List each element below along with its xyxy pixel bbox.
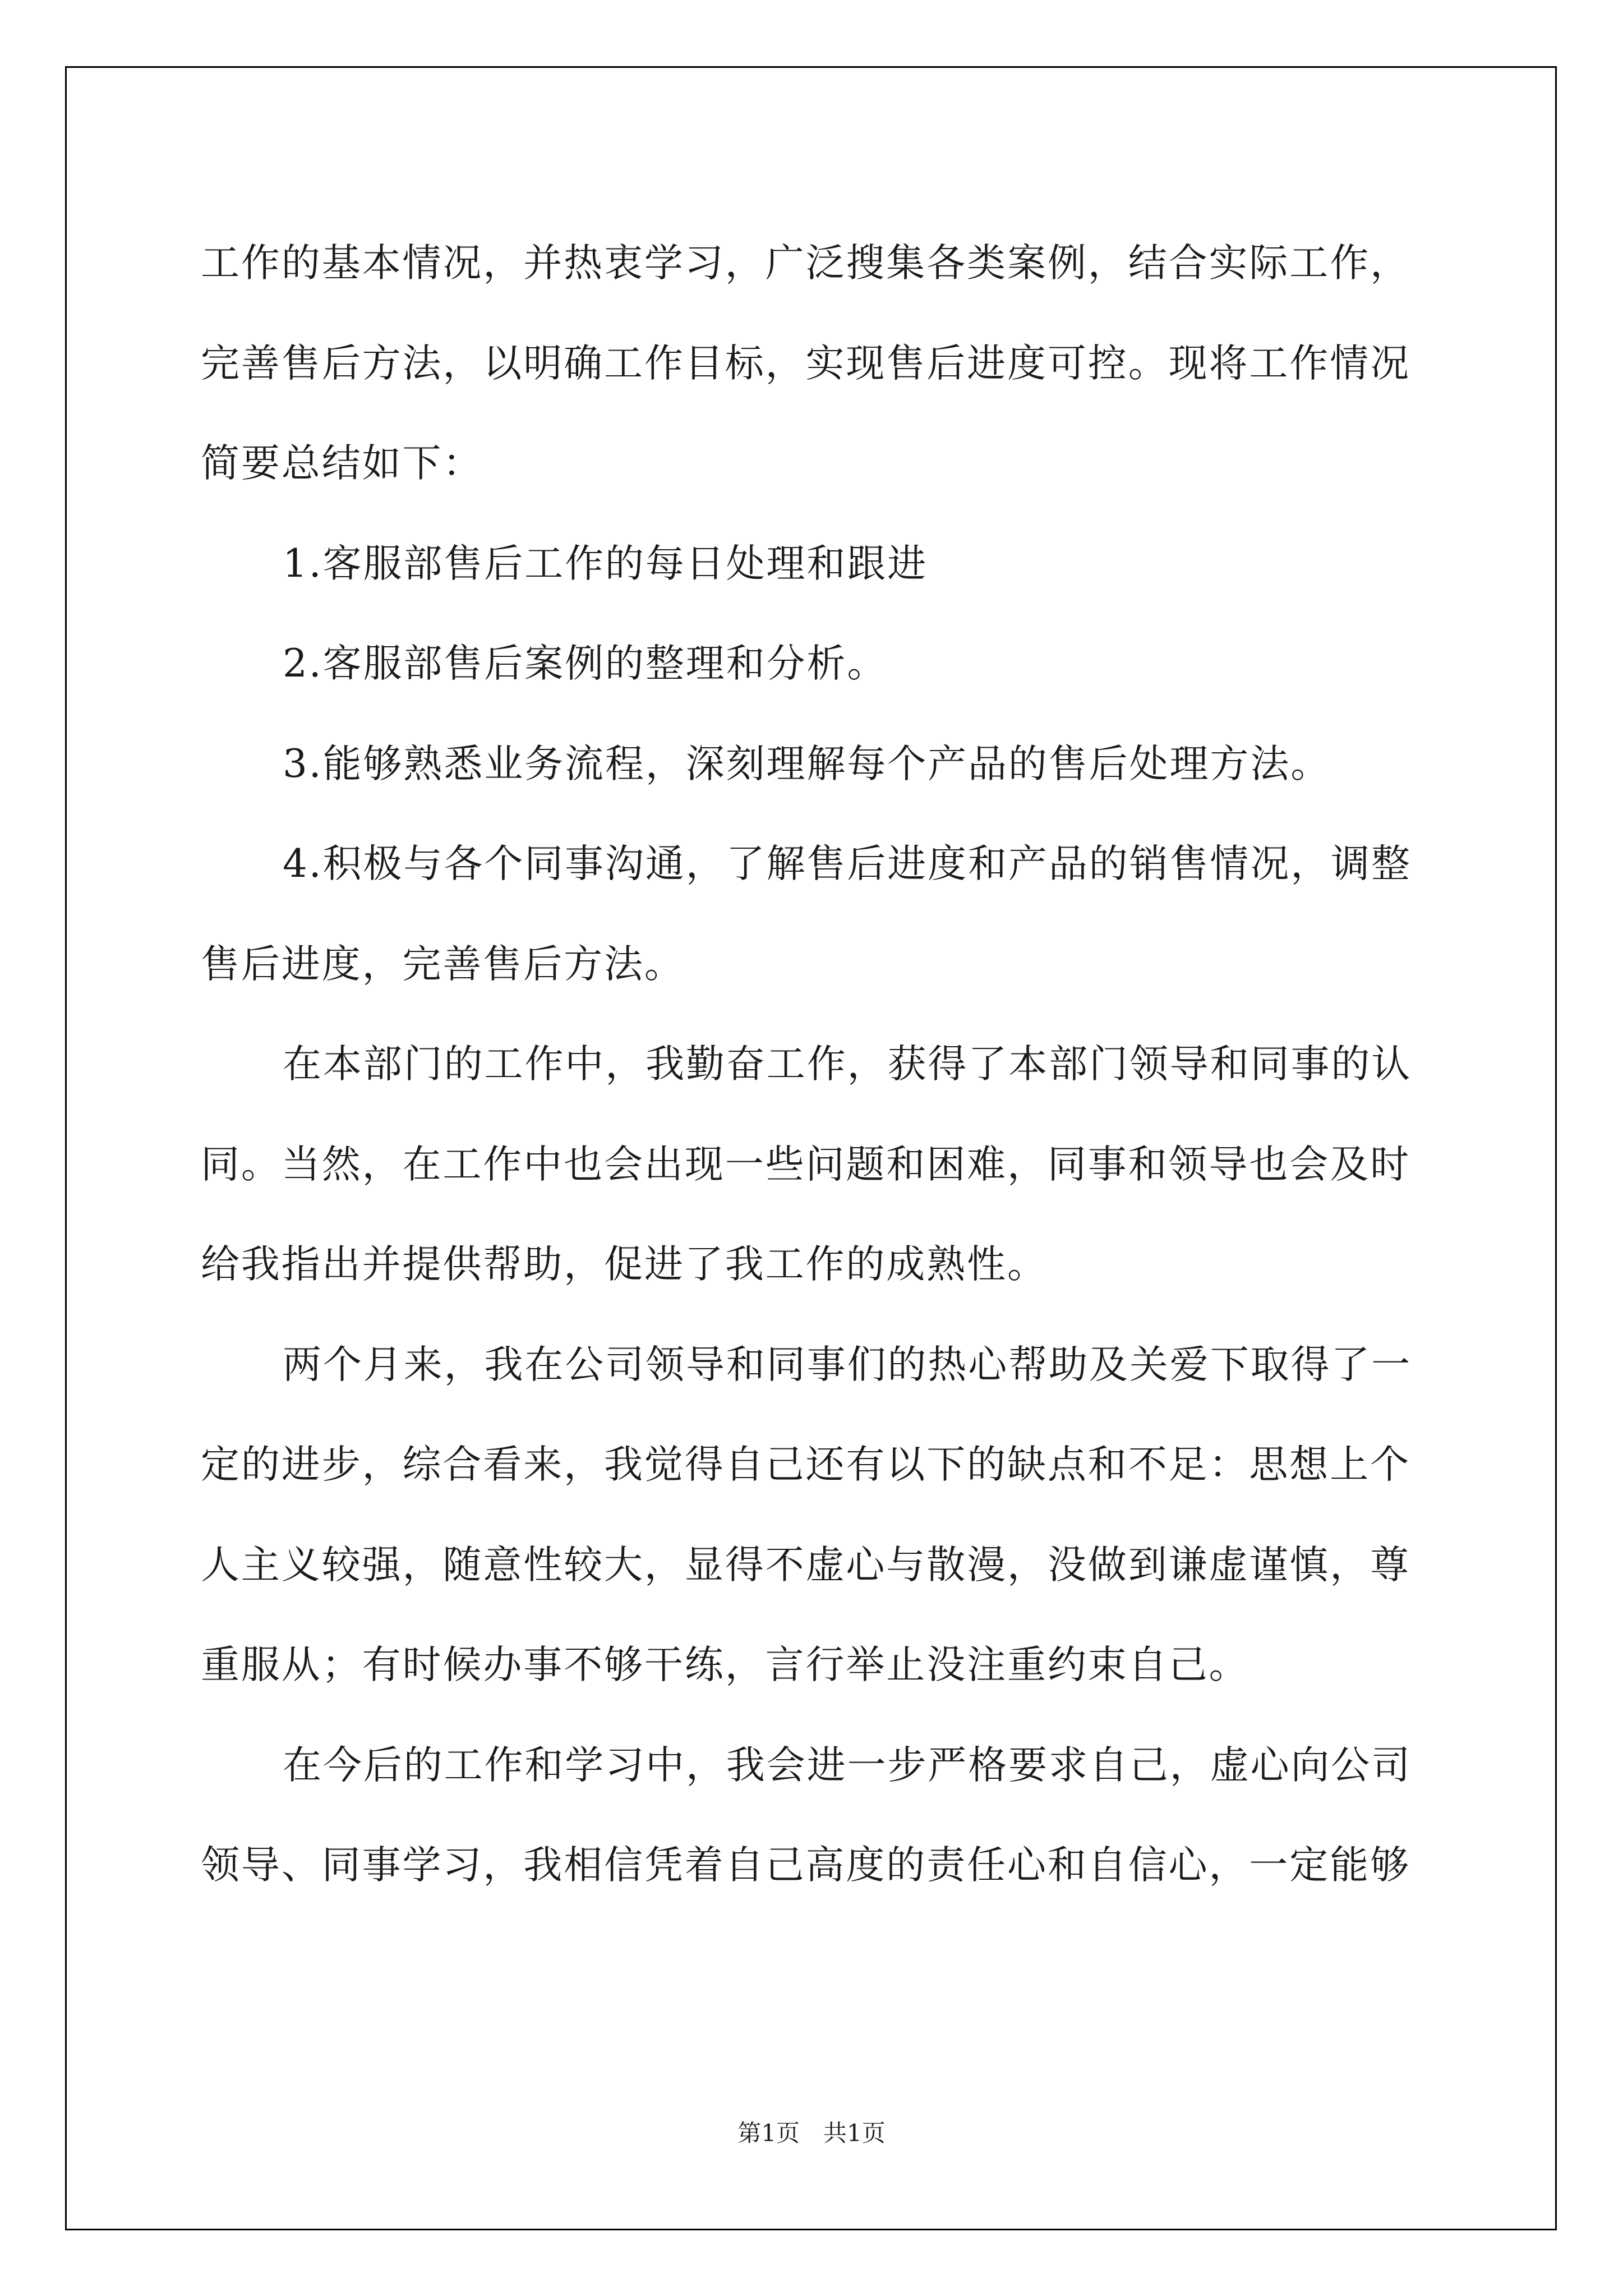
list-item-1: 1.客服部售后工作的每日处理和跟进 <box>283 541 928 586</box>
list-item-4: 4.积极与各个同事沟通，了解售后进度和产品的销售情况，调整售后进度，完善售后方法。 <box>201 841 1412 987</box>
page-number-footer: 第1页 共1页 <box>737 2119 886 2147</box>
paragraph-future: 在今后的工作和学习中，我会进一步严格要求自己，虚心向公司领导、同事学习，我相信凭着自己高度的责任心和自信心，一定能够 <box>201 1742 1412 1888</box>
paragraph-shortcomings: 两个月来，我在公司领导和同事们的热心帮助及关爱下取得了一定的进步，综合看来，我觉得自己还有以下的缺点和不足：思想上个人主义较强，随意性较大，显得不虚心与散漫，没做到谦虚谨慎，尊重服从；有时候办事不够干练，言行举止没注重约束自己。 <box>201 1342 1412 1687</box>
paragraph-department: 在本部门的工作中，我勤奋工作，获得了本部门领导和同事的认同。当然，在工作中也会出现一些问题和困难，同事和领导也会及时给我指出并提供帮助，促进了我工作的成熟性。 <box>201 1042 1412 1287</box>
list-item-2: 2.客服部售后案例的整理和分析。 <box>283 641 888 686</box>
document-body <box>201 213 1432 1916</box>
paragraph-intro: 工作的基本情况，并热衷学习，广泛搜集各类案例，结合实际工作，完善售后方法，以明确工作目标，实现售后进度可控。现将工作情况简要总结如下： <box>201 241 1410 486</box>
list-item-3: 3.能够熟悉业务流程，深刻理解每个产品的售后处理方法。 <box>283 741 1331 786</box>
